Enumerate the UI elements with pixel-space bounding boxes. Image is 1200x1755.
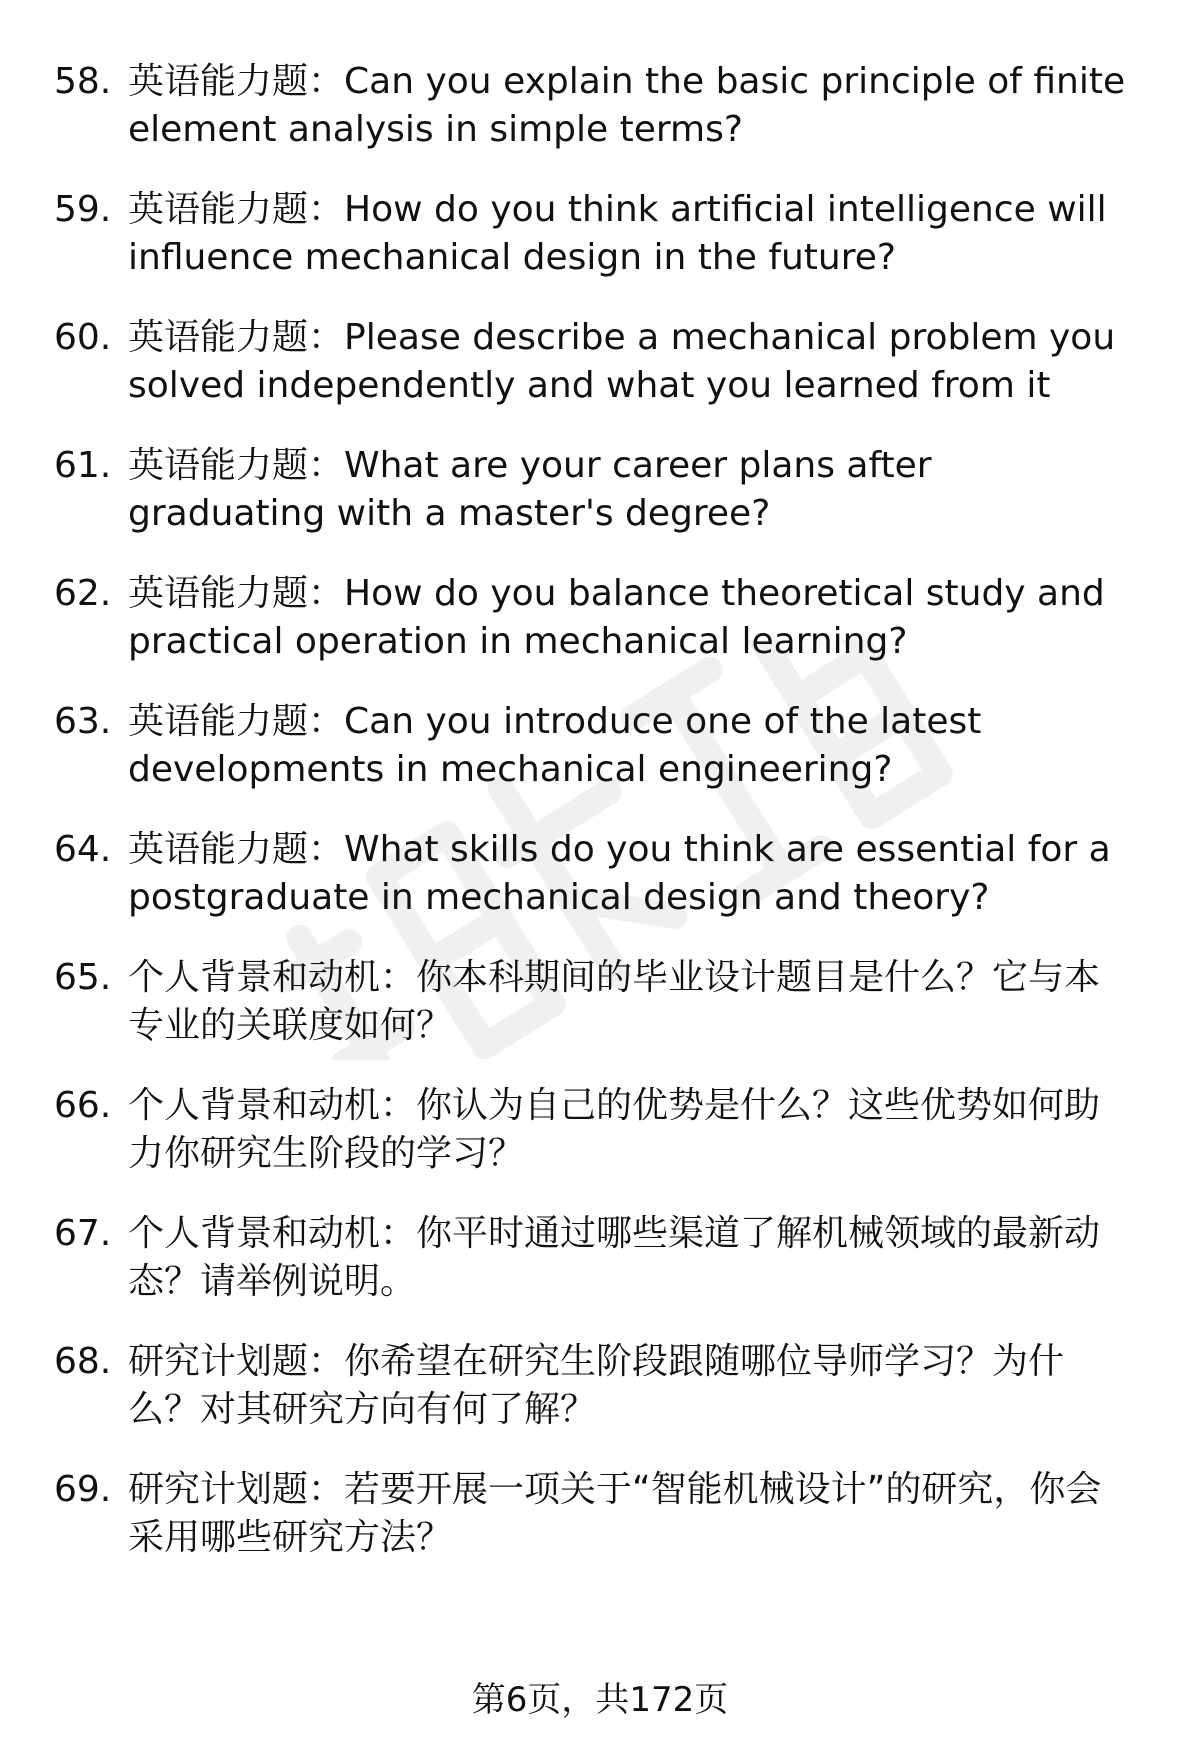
question-category: 研究计划题： xyxy=(128,1469,345,1510)
question-body xyxy=(128,442,1128,538)
question-number: 62. xyxy=(54,573,112,614)
question-number: 58. xyxy=(54,61,112,102)
question-item xyxy=(0,698,1200,794)
question-item xyxy=(0,1210,1200,1306)
question-number: 66. xyxy=(54,1085,112,1126)
question-item xyxy=(0,58,1200,154)
question-list xyxy=(0,58,1200,1594)
question-text: 你本科期间的毕业设计题目是什么？它与本专业的关联度如何？ xyxy=(128,957,1101,1046)
question-text: How do you think artificial intelligence will influence mechanical design in the future? xyxy=(128,189,1107,278)
question-text: Can you introduce one of the latest developments in mechanical engineering? xyxy=(128,701,982,790)
question-number: 60. xyxy=(54,317,112,358)
question-body xyxy=(128,1082,1128,1178)
question-number: 64. xyxy=(54,829,112,870)
question-text: 你希望在研究生阶段跟随哪位导师学习？为什么？对其研究方向有何了解？ xyxy=(128,1341,1065,1430)
question-item xyxy=(0,954,1200,1050)
question-category: 研究计划题： xyxy=(128,1341,345,1382)
question-body xyxy=(128,954,1128,1050)
question-item xyxy=(0,1082,1200,1178)
question-item xyxy=(0,826,1200,922)
question-item xyxy=(0,570,1200,666)
question-text: How do you balance theoretical study and practical operation in mechanical learning? xyxy=(128,573,1105,662)
question-text: Can you explain the basic principle of finite element analysis in simple terms? xyxy=(128,61,1126,150)
question-text: What skills do you think are essential for a postgraduate in mechanical design and theory? xyxy=(128,829,1111,918)
question-number: 59. xyxy=(54,189,112,230)
question-text: What are your career plans after graduating with a master's degree? xyxy=(128,445,932,534)
question-category: 英语能力题： xyxy=(128,317,345,358)
question-category: 英语能力题： xyxy=(128,445,345,486)
question-text: 若要开展一项关于“智能机械设计”的研究，你会采用哪些研究方法？ xyxy=(128,1469,1102,1558)
page-footer xyxy=(0,1678,1200,1722)
question-category: 英语能力题： xyxy=(128,61,345,102)
question-category: 英语能力题： xyxy=(128,573,345,614)
question-item xyxy=(0,314,1200,410)
question-body xyxy=(128,826,1128,922)
question-category: 个人背景和动机： xyxy=(128,1213,417,1254)
question-body xyxy=(128,698,1128,794)
question-item xyxy=(0,1338,1200,1434)
page-number-label: 第6页，共172页 xyxy=(471,1680,729,1720)
question-body xyxy=(128,1210,1128,1306)
question-number: 69. xyxy=(54,1469,112,1510)
question-body xyxy=(128,186,1128,282)
question-category: 英语能力题： xyxy=(128,189,345,230)
question-item xyxy=(0,186,1200,282)
question-body xyxy=(128,314,1128,410)
question-number: 68. xyxy=(54,1341,112,1382)
question-body xyxy=(128,570,1128,666)
question-category: 英语能力题： xyxy=(128,701,345,742)
question-body xyxy=(128,58,1128,154)
question-text: 你认为自己的优势是什么？这些优势如何助力你研究生阶段的学习？ xyxy=(128,1085,1101,1174)
question-category: 个人背景和动机： xyxy=(128,1085,417,1126)
question-body xyxy=(128,1338,1128,1434)
question-number: 65. xyxy=(54,957,112,998)
question-number: 61. xyxy=(54,445,112,486)
question-number: 63. xyxy=(54,701,112,742)
question-body xyxy=(128,1466,1128,1562)
question-category: 英语能力题： xyxy=(128,829,345,870)
question-number: 67. xyxy=(54,1213,112,1254)
question-text: 你平时通过哪些渠道了解机械领域的最新动态？请举例说明。 xyxy=(128,1213,1101,1302)
question-item xyxy=(0,442,1200,538)
question-item xyxy=(0,1466,1200,1562)
question-text: Please describe a mechanical problem you solved independently and what you learned from it xyxy=(128,317,1116,406)
question-category: 个人背景和动机： xyxy=(128,957,417,998)
